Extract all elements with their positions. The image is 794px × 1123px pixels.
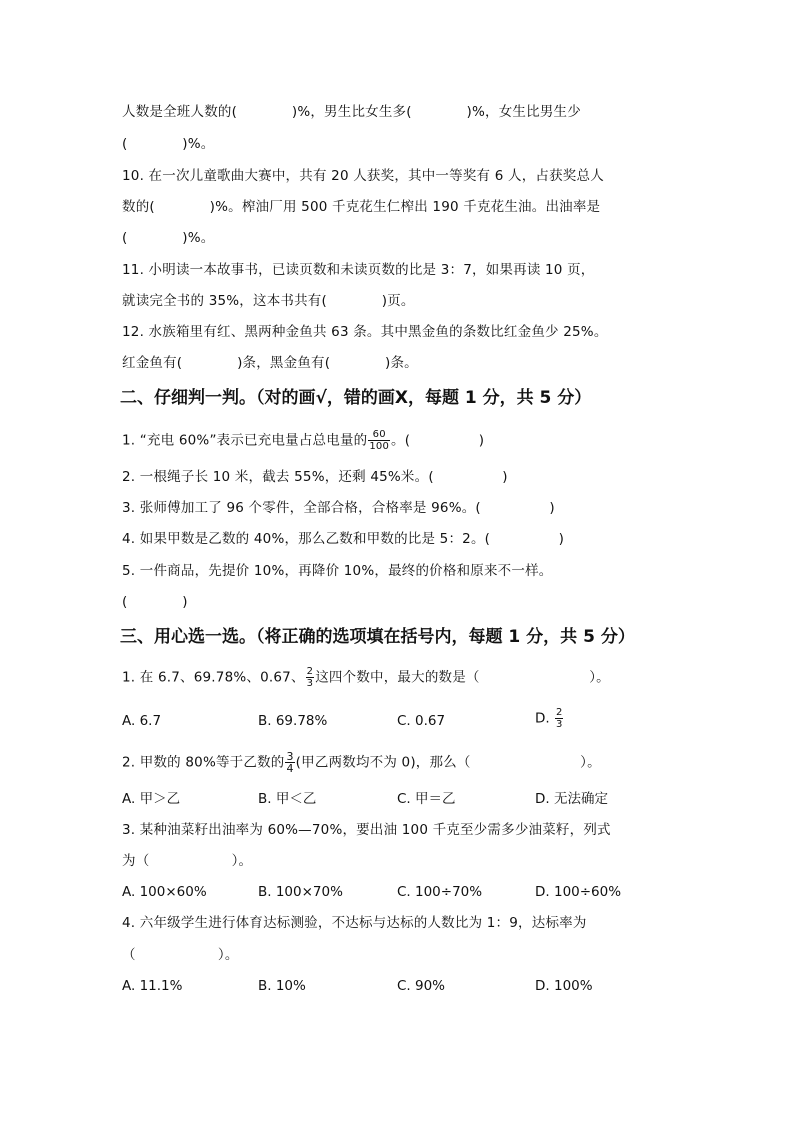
q1-option-a: A. 6.7 — [122, 713, 162, 729]
q4-option-b: B. 10% — [258, 978, 306, 994]
q12-line2: 红金鱼有( )条，黑金鱼有( )条。 — [122, 355, 418, 371]
q2-option-c: C. 甲＝乙 — [397, 791, 456, 807]
q2-option-b: B. 甲＜乙 — [258, 791, 317, 807]
q10-line3: ( )%。 — [122, 230, 215, 246]
choice-q4-line2: （ ）。 — [122, 947, 239, 963]
choice-q1: 1. 在 6.7、69.78%、0.67、 $\frac{2}{3}$ 这四个数中，最大的数是（ ）。 — [122, 666, 610, 689]
q4-option-c: C. 90% — [397, 978, 446, 994]
judge-item-1-bracket: 。( ) — [391, 432, 485, 449]
q3-option-b: B. 100×70% — [258, 884, 343, 900]
choice-q4-line1: 4. 六年级学生进行体育达标测验，不达标与达标的人数比为 1：9，达标率为 — [122, 915, 587, 931]
fraction-60-100: $\frac{60}{100}$ — [369, 429, 390, 452]
judge-item-5: 5. 一件商品，先提价 10%，再降价 10%，最终的价格和原来不一样。 — [122, 563, 553, 579]
q4-option-d: D. 100% — [535, 978, 593, 994]
q2-option-a: A. 甲＞乙 — [122, 791, 181, 807]
q11-line1: 11. 小明读一本故事书，已读页数和未读页数的比是 3：7，如果再读 10 页， — [122, 262, 595, 278]
q4-option-a: A. 11.1% — [122, 978, 183, 994]
q1-option-b: B. 69.78% — [258, 713, 328, 729]
judge-item-3: 3. 张师傅加工了 96 个零件，全部合格，合格率是 96%。( ) — [122, 500, 555, 516]
q11-line2: 就读完全书的 35%，这本书共有( )页。 — [122, 293, 415, 309]
q9-line-b: ( )%。 — [122, 136, 215, 152]
judge-item-4: 4. 如果甲数是乙数的 40%，那么乙数和甲数的比是 5：2。( ) — [122, 531, 565, 547]
judge-item-1-text: 1. “充电 60%”表示已充电量占总电量的 — [122, 432, 368, 449]
q2-option-d: D. 无法确定 — [535, 791, 608, 807]
q3-option-a: A. 100×60% — [122, 884, 207, 900]
part2-header: 二、仔细判一判。（对的画√，错的画Ⅹ，每题 1 分，共 5 分） — [120, 388, 592, 408]
q10-line2: 数的( )%。榨油厂用 500 千克花生仁榨出 190 千克花生油。出油率是 — [122, 199, 601, 215]
fraction-3-4: $\frac{3}{4}$ — [286, 750, 294, 775]
q12-line1: 12. 水族箱里有红、黑两种金鱼共 63 条。其中黑金鱼的条数比红金鱼少 25%。 — [122, 324, 608, 340]
q1-option-d: D. $\frac{2}{3}$ — [535, 707, 563, 730]
q3-option-c: C. 100÷70% — [397, 884, 483, 900]
q10-line1: 10. 在一次儿童歌曲大赛中，共有 20 人获奖，其中一等奖有 6 人，占获奖总人 — [122, 168, 604, 184]
q3-option-d: D. 100÷60% — [535, 884, 622, 900]
judge-item-5-bracket: ( ) — [122, 594, 188, 610]
part3-header: 三、用心选一选。（将正确的选项填在括号内，每题 1 分，共 5 分） — [120, 627, 635, 647]
judge-item-1 — [122, 429, 484, 452]
q9-line-a: 人数是全班人数的( )%，男生比女生多( )%，女生比男生少 — [122, 104, 581, 120]
fraction-2-3-option: $\frac{2}{3}$ — [555, 707, 563, 730]
choice-q3-line2: 为（ ）。 — [122, 853, 253, 869]
q1-option-c: C. 0.67 — [397, 713, 446, 729]
choice-q2: 2. 甲数的 80%等于乙数的 $\frac{3}{4}$ (甲乙两数均不为 0)，那么（ ）。 — [122, 750, 601, 775]
fraction-2-3: $\frac{2}{3}$ — [306, 666, 314, 689]
choice-q3-line1: 3. 某种油菜籽出油率为 60%—70%，要出油 100 千克至少需多少油菜籽，列式 — [122, 822, 611, 838]
judge-item-2: 2. 一根绳子长 10 米，截去 55%，还剩 45%米。( ) — [122, 469, 508, 485]
